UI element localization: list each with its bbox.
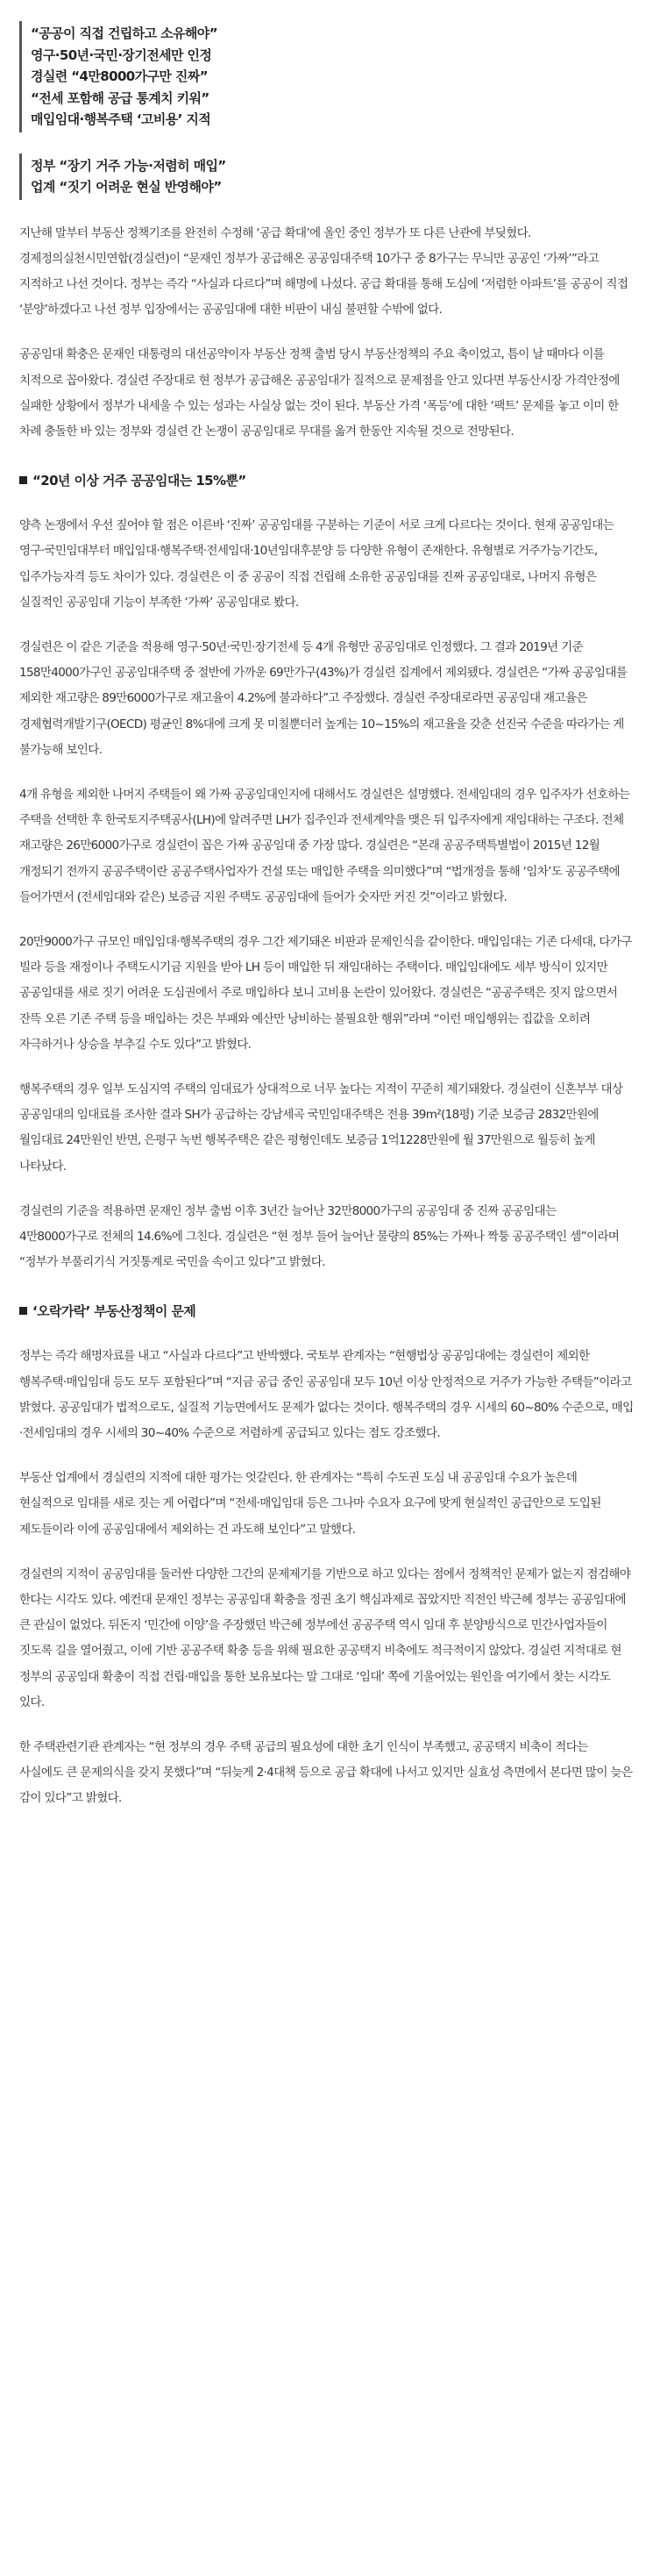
body-paragraph: 4개 유형을 제외한 나머지 주택들이 왜 가짜 공공임대인지에 대해서도 경실련은 설명했다. 전세임대의 경우 입주자가 선호하는 주택을 선택한 후 한국토지주택공사(LH)에 알려주면 LH가 집주인과 전세계약을 맺은 뒤 입주자에게 재임대하는 구조다. 전체 재고량은 26만6000가구로 경실련이 꼽은 가짜 공공임대 중 가장 많다. 경실련은 “본래 공공주택특별법이 2015년 12월 개정되기 전까지 공공주택이란 공공주택사업자가 건설 또는 매입한 주택을 의미했다”며 “법개정을 통해 ‘임차’도 공공주택에 들어가면서 (전세임대와 같은) 보증금 지원 주택도 공공임대에 들어가 숫자만 커진 것”이라고 밝혔다. [19, 787, 630, 904]
body-paragraph: 양측 논쟁에서 우선 짚어야 할 점은 이른바 ‘진짜’ 공공임대를 구분하는 기준이 서로 크게 다르다는 것이다. 현재 공공임대는 영구·국민임대부터 매입임대·행복주택·전세임대·10년임대후분양 등 다양한 유형이 존재한다. 유형별로 거주가능기간도, 입주가능자격 등도 차이가 있다. 경실련은 이 중 공공이 직접 건립해 소유한 공공임대를 진짜 공공임대로, 나머지 유형은 실질적인 공공임대 기능이 부족한 ‘가짜’ 공공임대로 봤다. [19, 518, 614, 610]
subhead-line: “공공이 직접 건립하고 소유해야” [31, 25, 217, 41]
section-title [19, 1302, 634, 1321]
section-title-text: ‘오락가락’ 부동산정책이 문제 [32, 1303, 196, 1320]
section-title [19, 471, 634, 490]
subhead-box-2 [19, 153, 634, 200]
square-bullet-icon [19, 476, 27, 484]
square-bullet-icon [19, 1307, 27, 1315]
body-paragraph: 행복주택의 경우 일부 도심지역 주택의 임대료가 상대적으로 너무 높다는 지적이 꾸준히 제기돼왔다. 경실련이 신혼부부 대상 공공임대의 임대료를 조사한 결과 SH가 공급하는 강남세곡 국민임대주택은 전용 39m²(18평) 기준 보증금 2832만원에 월임대료 24만원인 반면, 은평구 녹번 행복주택은 같은 평형인데도 보증금 1억1228만원에 월 37만원으로 월등히 높게 나타났다. [19, 1081, 623, 1174]
subhead-line: 매입임대·행복주택 ‘고비용’ 지적 [31, 111, 211, 127]
section-title-text: “20년 이상 거주 공공임대는 15%뿐” [32, 473, 246, 489]
body-paragraph: 지난해 말부터 부동산 정책기조를 완전히 수정해 ‘공급 확대’에 올인 중인 정부가 또 다른 난관에 부딪혔다. 경제정의실천시민연합(경실련)이 “문재인 정부가 공급해온 공공임대주택 10가구 중 8가구는 무늬만 공공인 ‘가짜’”라고 지적하고 나선 것이다. 정부는 즉각 “사실과 다르다”며 해명에 나섰다. 공급 확대를 통해 도심에 ‘저렴한 아파트’를 공공이 직접 ‘분양’하겠다고 나선 정부 입장에서는 공공임대에 대한 비판이 내심 불편할 수밖에 없다. [19, 225, 628, 318]
subhead-line: 업계 “짓기 어려운 현실 반영해야” [31, 179, 222, 195]
subhead-box-1 [19, 21, 634, 132]
body-paragraph: 정부는 즉각 해명자료를 내고 “사실과 다르다”고 반박했다. 국토부 관계자는 “현행법상 공공임대에는 경실련이 제외한 행복주택·매입임대 등도 모두 포함된다”며 “지금 공급 중인 공공임대 모두 10년 이상 안정적으로 거주가 가능한 주택들”이라고 밝혔다. 공공임대가 법적으로도, 실질적 기능면에서도 문제가 없다는 것이다. 행복주택의 경우 시세의 60~80% 수준으로, 매입·전세임대의 경우 시세의 30~40% 수준으로 저렴하게 공급되고 있다는 점도 강조했다. [19, 1349, 634, 1441]
body-paragraph: 경실련은 이 같은 기준을 적용해 영구·50년·국민·장기전세 등 4개 유형만 공공임대로 인정했다. 그 결과 2019년 기준 158만4000가구인 공공임대주택 중 절반에 가까운 69만가구(43%)가 경실련 집계에서 제외됐다. 경실련은 “가짜 공공임대를 제외한 재고량은 89만6000가구로 재고율이 4.2%에 불과하다”고 주장했다. 경실련 주장대로라면 공공임대 재고율은 경제협력개발기구(OECD) 평균인 8%대에 크게 못 미칠뿐더러 높게는 10~15%의 재고율을 갖춘 선진국 수준을 따라가는 게 불가능해 보인다. [19, 639, 628, 757]
body-paragraph: 20만9000가구 규모인 매입임대·행복주택의 경우 그간 제기돼온 비판과 문제인식을 같이한다. 매입임대는 기존 다세대, 다가구 빌라 등을 재정이나 주택도시기금 지원을 받아 LH 등이 매입한 뒤 재임대하는 주택이다. 매입임대에도 세부 방식이 있지만 공공임대를 새로 짓기 어려운 도심권에서 주로 매입하다 보니 고비용 논란이 있어왔다. 경실련은 “공공주택은 짓지 않으면서 잔뜩 오른 기존 주택 등을 매입하는 것은 부패와 예산만 낭비하는 불필요한 행위”라며 “이런 매입행위는 집값을 오히려 자극하거나 상승을 부추길 수도 있다”고 밝혔다. [19, 934, 632, 1052]
body-paragraph: 한 주택관련기관 관계자는 “현 정부의 경우 주택 공급의 필요성에 대한 초기 인식이 부족했고, 공공택지 비축이 적다는 사실에도 큰 문제의식을 갖지 못했다”며 “뒤늦게 2·4대책 등으로 공급 확대에 나서고 있지만 실효성 측면에서 본다면 많이 늦은 감이 있다”고 밝혔다. [19, 1740, 633, 1806]
body-paragraph: 경실련의 기준을 적용하면 문재인 정부 출범 이후 3년간 늘어난 32만8000가구의 공공임대 중 진짜 공공임대는 4만8000가구로 전체의 14.6%에 그친다. 경실련은 “현 정부 들어 늘어난 물량의 85%는 가짜나 짝퉁 공공주택인 셈”이라며 “정부가 부풀리기식 거짓통계로 국민을 속이고 있다”고 밝혔다. [19, 1203, 620, 1270]
subhead-line: “전세 포함해 공급 통계치 키워” [31, 89, 209, 106]
body-paragraph: 공공임대 확충은 문재인 대통령의 대선공약이자 부동산 정책 출범 당시 부동산정책의 주요 축이었고, 틈이 날 때마다 이를 치적으로 꼽아왔다. 경실련 주장대로 현 정부가 공급해온 공공임대가 질적으로 문제점을 안고 있다면 부동산시장 가격안정에 실패한 상황에서 정부가 내세울 수 있는 성과는 사실상 없는 것이 된다. 부동산 가격 ‘폭등’에 대한 ‘팩트’ 문제를 놓고 이미 한 차례 충돌한 바 있는 정부와 경실련 간 논쟁이 공공임대로 무대를 옮겨 한동안 지속될 것으로 전망된다. [19, 347, 620, 439]
subhead-line: 정부 “장기 거주 가능·저렴히 매입” [31, 157, 226, 174]
body-paragraph: 경실련의 지적이 공공임대를 둘러싼 다양한 그간의 문제제기를 기반으로 하고 있다는 점에서 정책적인 문제가 없는지 점검해야 한다는 시각도 있다. 예컨대 문재인 정부는 공공임대 확충을 정권 초기 핵심과제로 꼽았지만 직전인 박근혜 정부는 공공임대에 큰 관심이 없었다. 뒤돈지 ‘민간에 이양’을 주장했던 박근혜 정부에선 공공주택 역시 임대 후 분양방식으로 민간사업자들이 짓도록 길을 열어줬고, 이에 기반 공공주택 확충 등을 위해 필요한 공공택지 비축에도 적극적이지 않았다. 경실련 지적대로 현 정부의 공공임대 확충이 직접 건립·매입을 통한 보유보다는 말 그대로 ‘임대’ 쪽에 기울어있는 원인을 여기에서 찾는 시각도 있다. [19, 1566, 631, 1709]
subhead-line: 영구·50년·국민·장기전세만 인정 [31, 46, 212, 63]
subhead-line: 경실련 “4만8000가구만 진짜” [31, 68, 208, 84]
body-paragraph: 부동산 업계에서 경실련의 지적에 대한 평가는 엇갈린다. 한 관계자는 “특히 수도권 도심 내 공공임대 수요가 높은데 현실적으로 임대를 새로 짓는 게 어렵다”며 “전세·매입임대 등은 그나마 수요자 요구에 맞게 현실적인 공급안으로 도입된 제도들이라 이에 공공임대에서 제외하는 건 과도해 보인다”고 말했다. [19, 1471, 601, 1537]
